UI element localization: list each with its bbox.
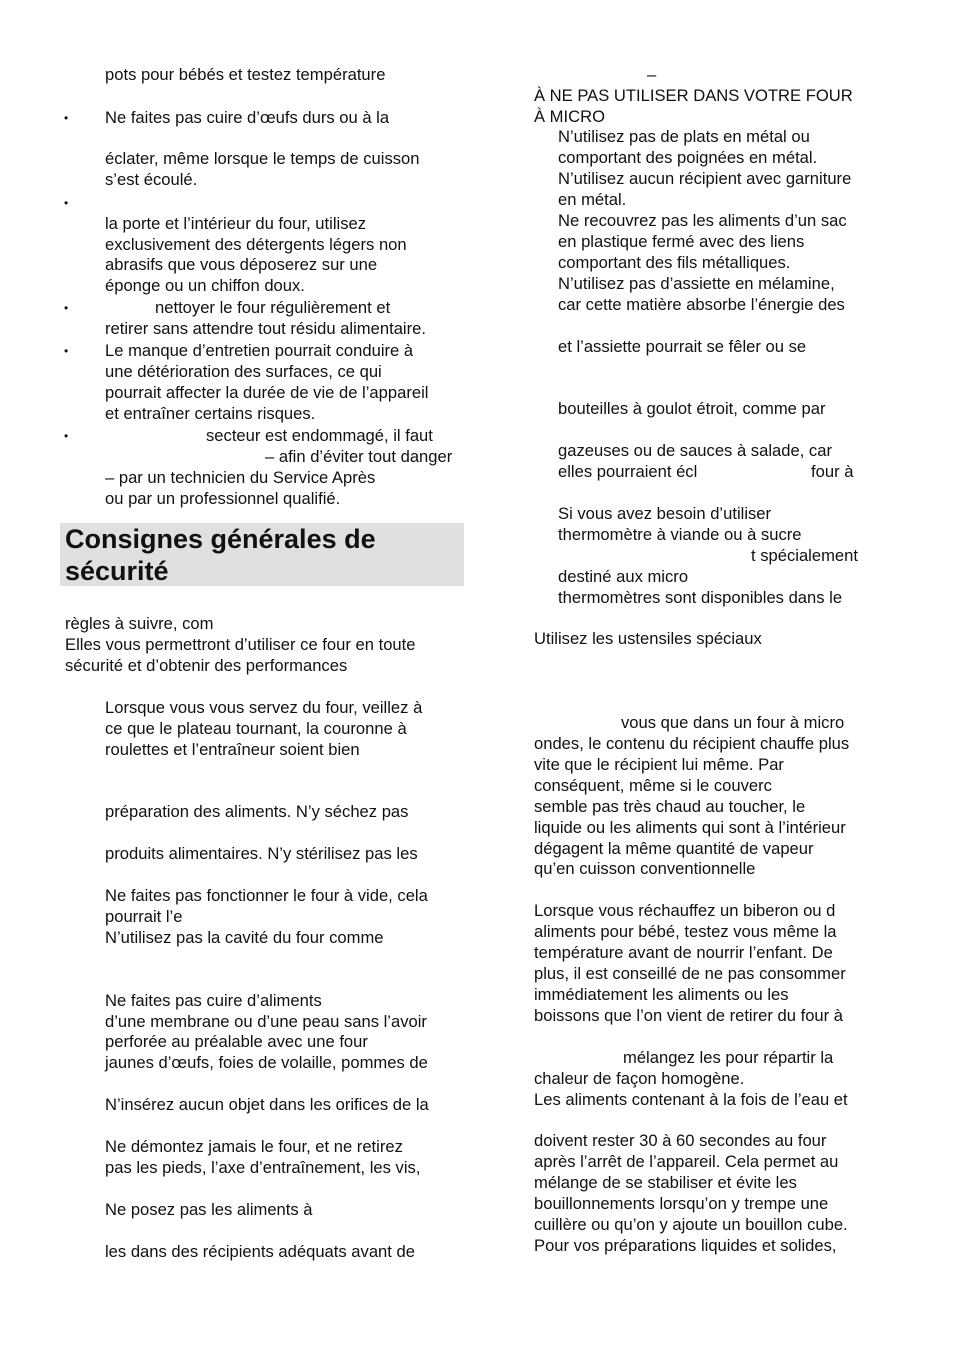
text-line: secteur est endommagé, il faut (206, 426, 433, 445)
text-line: plus, il est conseillé de ne pas consommer (534, 964, 846, 983)
text-line: N’insérez aucun objet dans les orifices de la (105, 1095, 429, 1114)
text-line: après l’arrêt de l’appareil. Cela permet au (534, 1152, 839, 1171)
text-line: – (647, 65, 657, 84)
text-line: Ne recouvrez pas les aliments d’un sac (558, 211, 847, 230)
text-line: Lorsque vous réchauffez un biberon ou d (534, 901, 836, 920)
text-line: et l’assiette pourrait se fêler ou se (558, 337, 807, 356)
text-line: N’utilisez pas de plats en métal ou (558, 127, 810, 146)
text-line: les dans des récipients adéquats avant de (105, 1242, 415, 1261)
text-line: perforée au préalable avec une four (105, 1032, 368, 1051)
text-line: – par un technicien du Service Après (105, 468, 376, 487)
text-line: chaleur de façon homogène. (534, 1069, 745, 1088)
text-line: Ne faites pas cuire d’aliments (105, 991, 322, 1010)
text-line: elles pourraient écl (558, 462, 698, 481)
text-line: Le manque d’entretien pourrait conduire à (105, 341, 414, 360)
text-line: pas les pieds, l’axe d’entraînement, les vis, (105, 1158, 421, 1177)
text-line: sécurité et d’obtenir des performances (65, 656, 348, 675)
text-line: mélange de se stabiliser et évite les (534, 1173, 797, 1192)
text-line: vous que dans un four à micro (621, 713, 845, 732)
text-line: gazeuses ou de sauces à salade, car (558, 441, 832, 460)
text-line: doivent rester 30 à 60 secondes au four (534, 1131, 827, 1150)
text-line: comportant des poignées en métal. (558, 148, 818, 167)
text-line: À MICRO (534, 107, 605, 126)
bullet-icon: • (64, 196, 69, 210)
text-line: abrasifs que vous déposerez sur une (105, 255, 378, 274)
section-heading-continued: sécurité (65, 556, 169, 586)
text-line: vite que le récipient lui même. Par (534, 755, 784, 774)
text-line: Ne faites pas cuire d’œufs durs ou à la (105, 108, 390, 127)
text-line: éponge ou un chiffon doux. (105, 276, 305, 295)
text-line: exclusivement des détergents légers non (105, 235, 407, 254)
text-line: car cette matière absorbe l’énergie des (558, 295, 845, 314)
bullet-icon: • (64, 111, 69, 125)
text-line: dégagent la même quantité de vapeur (534, 839, 814, 858)
bullet-icon: • (64, 429, 69, 443)
text-line: Ne démontez jamais le four, et ne retirez (105, 1137, 403, 1156)
text-line: liquide ou les aliments qui sont à l’intérieur (534, 818, 846, 837)
text-line: qu’en cuisson conventionnelle (534, 859, 756, 878)
text-line: boissons que l’on vient de retirer du four à (534, 1006, 844, 1025)
text-line: four à (811, 462, 854, 481)
bullet-icon: • (64, 344, 69, 358)
text-line: ce que le plateau tournant, la couronne à (105, 719, 407, 738)
text-line: température avant de nourrir l’enfant. De (534, 943, 833, 962)
text-line: conséquent, même si le couverc (534, 776, 772, 795)
text-line: N’utilisez pas d’assiette en mélamine, (558, 274, 835, 293)
text-line: ou par un professionnel qualifié. (105, 489, 341, 508)
text-line: règles à suivre, com (65, 614, 214, 633)
text-line: nettoyer le four régulièrement et (155, 298, 391, 317)
text-line: À NE PAS UTILISER DANS VOTRE FOUR (534, 86, 853, 105)
text-line: Les aliments contenant à la fois de l’eau et (534, 1090, 848, 1109)
text-line: N’utilisez pas la cavité du four comme (105, 928, 384, 947)
text-line: la porte et l’intérieur du four, utilisez (105, 214, 367, 233)
text-line: Si vous avez besoin d’utiliser (558, 504, 772, 523)
text-line: Ne faites pas fonctionner le four à vide, cela (105, 886, 428, 905)
text-line: Utilisez les ustensiles spéciaux (534, 629, 762, 648)
text-line: éclater, même lorsque le temps de cuisson (105, 149, 420, 168)
text-line: semble pas très chaud au toucher, le (534, 797, 806, 816)
text-line: thermomètres sont disponibles dans le (558, 588, 843, 607)
bullet-icon: • (64, 301, 69, 315)
text-line: Pour vos préparations liquides et solides, (534, 1236, 837, 1255)
section-heading: Consignes générales de (65, 524, 376, 554)
text-line: t spécialement (751, 546, 858, 565)
text-line: mélangez les pour répartir la (623, 1048, 834, 1067)
text-line: en plastique fermé avec des liens (558, 232, 805, 251)
text-line: jaunes d’œufs, foies de volaille, pommes de (105, 1053, 428, 1072)
text-line: bouillonnements lorsqu’on y trempe une (534, 1194, 829, 1213)
text-line: Ne posez pas les aliments à (105, 1200, 313, 1219)
text-line: une détérioration des surfaces, ce qui (105, 362, 382, 381)
text-line: Elles vous permettront d’utiliser ce four en toute (65, 635, 416, 654)
text-line: pourrait l’e (105, 907, 183, 926)
text-line: – afin d’éviter tout danger (265, 447, 453, 466)
text-line: bouteilles à goulot étroit, comme par (558, 399, 826, 418)
text-line: aliments pour bébé, testez vous même la (534, 922, 837, 941)
text-line: roulettes et l’entraîneur soient bien (105, 740, 360, 759)
text-line: comportant des fils métalliques. (558, 253, 791, 272)
text-line: cuillère ou qu’on y ajoute un bouillon cube. (534, 1215, 848, 1234)
text-line: retirer sans attendre tout résidu alimentaire. (105, 319, 426, 338)
text-line: destiné aux micro (558, 567, 689, 586)
text-line: ondes, le contenu du récipient chauffe plus (534, 734, 850, 753)
text-line: et entraîner certains risques. (105, 404, 316, 423)
text-line: N’utilisez aucun récipient avec garniture (558, 169, 852, 188)
text-line: immédiatement les aliments ou les (534, 985, 789, 1004)
text-line: pourrait affecter la durée de vie de l’appareil (105, 383, 429, 402)
text-line: thermomètre à viande ou à sucre (558, 525, 802, 544)
text-line: en métal. (558, 190, 627, 209)
text-line: préparation des aliments. N’y séchez pas (105, 802, 409, 821)
text-line: s’est écoulé. (105, 170, 198, 189)
text-line: produits alimentaires. N’y stérilisez pas les (105, 844, 418, 863)
text-line: d’une membrane ou d’une peau sans l’avoir (105, 1012, 427, 1031)
text-line: pots pour bébés et testez température (105, 65, 386, 84)
text-line: Lorsque vous vous servez du four, veillez à (105, 698, 423, 717)
